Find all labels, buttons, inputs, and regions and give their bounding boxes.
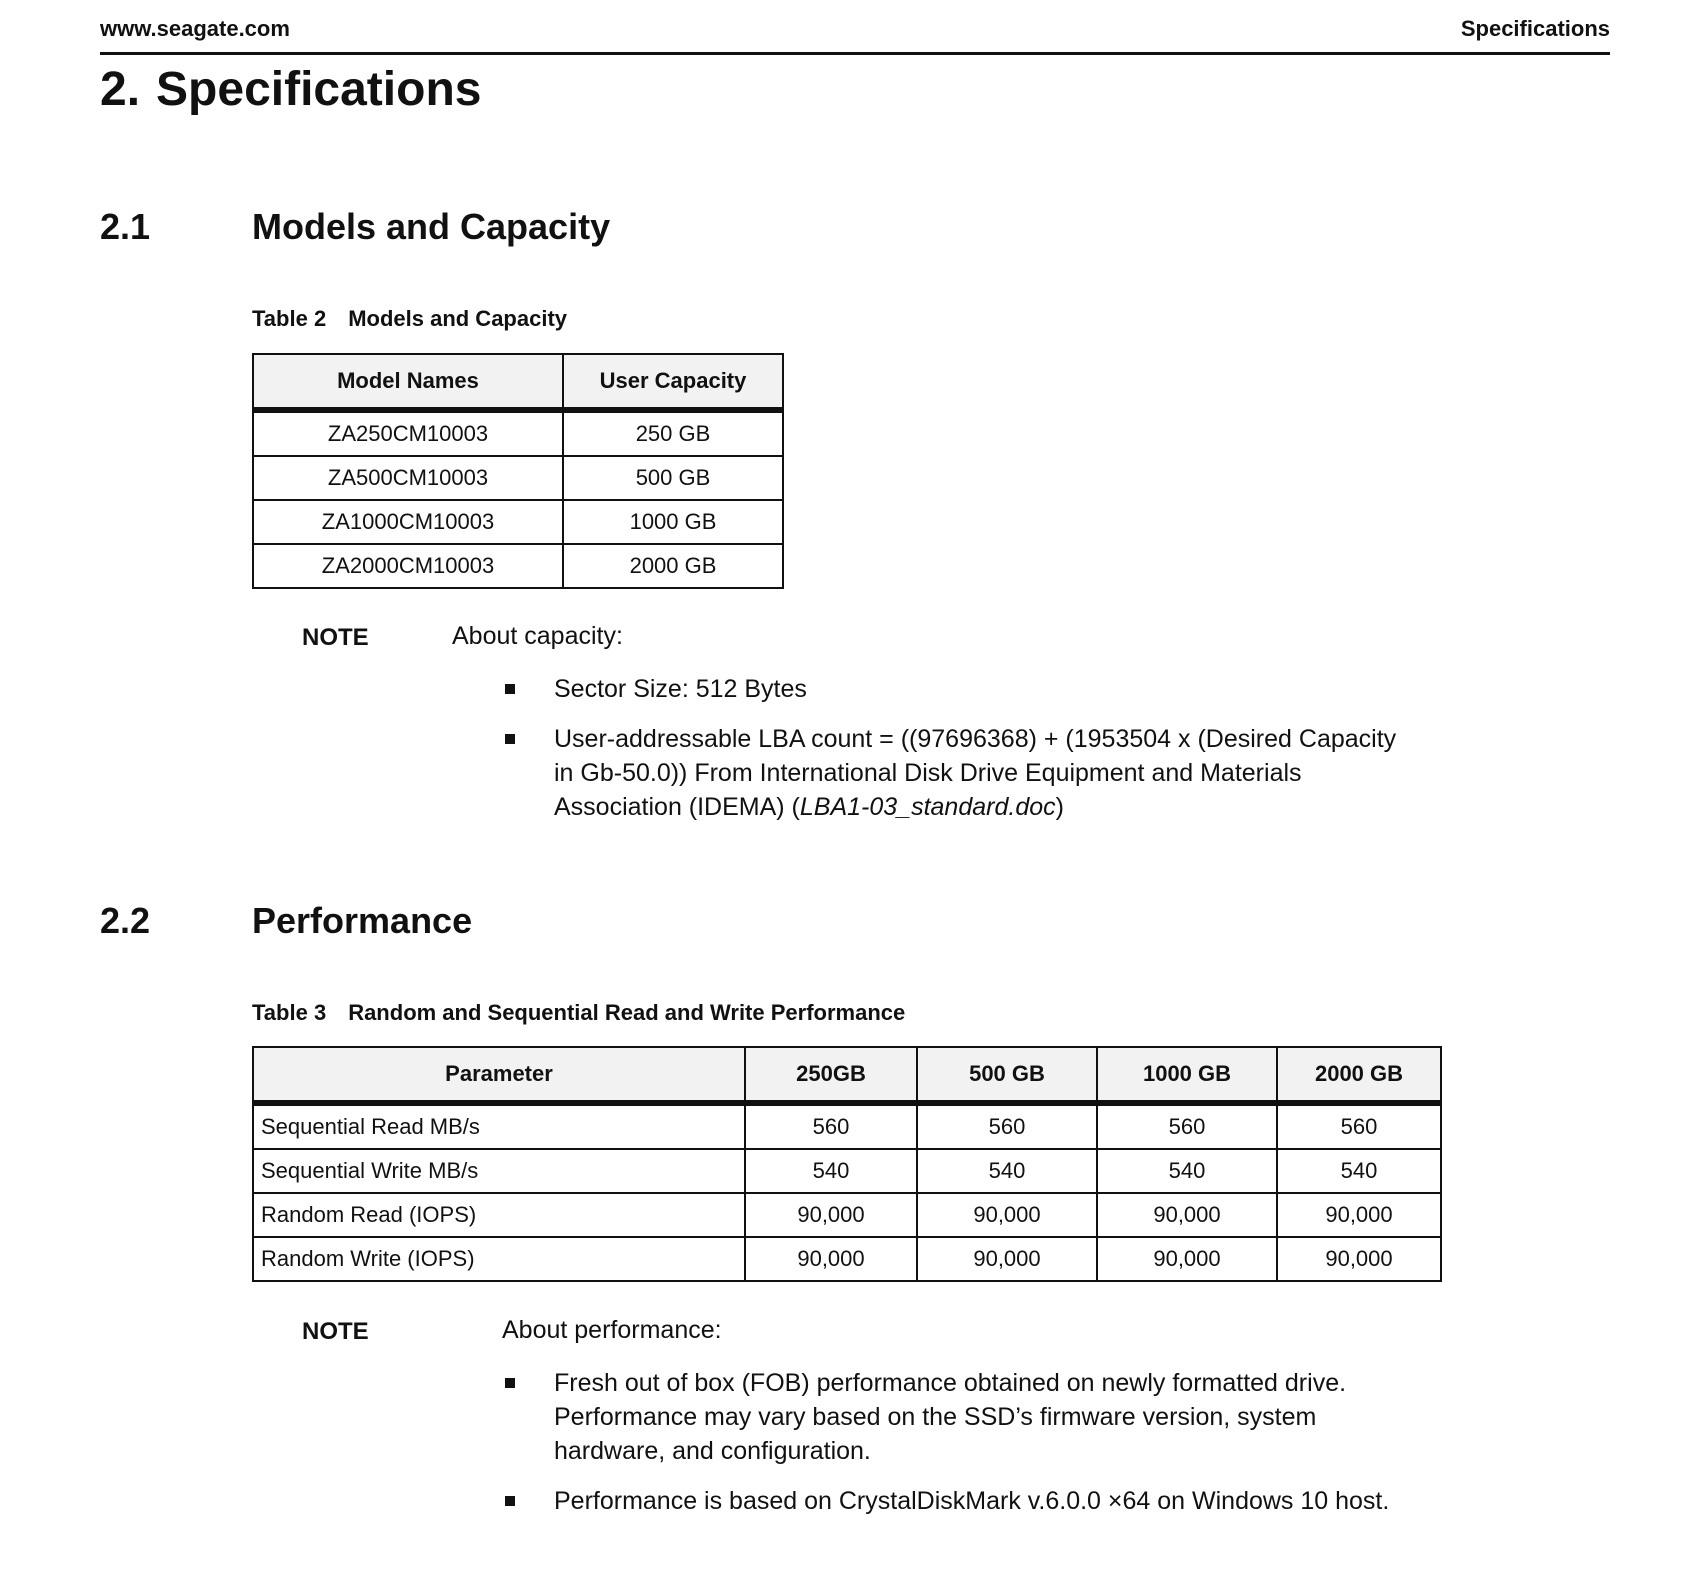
table-2-title: Models and Capacity <box>348 306 568 331</box>
value-cell: 540 <box>917 1149 1097 1193</box>
column-header-2000gb: 2000 GB <box>1277 1047 1441 1103</box>
capacity-note-list <box>502 672 1422 840</box>
performance-table <box>252 1046 1442 1282</box>
chapter-title: Specifications <box>156 63 482 116</box>
bullet-icon <box>505 1378 515 1388</box>
model-name-cell: ZA1000CM10003 <box>253 500 563 544</box>
table-row <box>253 410 783 456</box>
value-cell: 540 <box>745 1149 917 1193</box>
bullet-icon <box>505 684 515 694</box>
table-header-row <box>253 1047 1441 1103</box>
bullet-icon <box>505 734 515 744</box>
value-cell: 90,000 <box>1097 1237 1277 1281</box>
model-name-cell: ZA2000CM10003 <box>253 544 563 588</box>
section-2-2-title: Performance <box>252 900 473 941</box>
chapter-heading <box>100 62 481 117</box>
list-item <box>502 1366 1422 1468</box>
table-row <box>253 1149 1441 1193</box>
parameter-cell: Random Read (IOPS) <box>253 1193 745 1237</box>
model-name-cell: ZA500CM10003 <box>253 456 563 500</box>
list-item <box>502 722 1422 824</box>
models-capacity-table <box>252 353 784 589</box>
document-reference: LBA1-03_standard.doc <box>799 793 1056 821</box>
bullet-text: Sector Size: 512 Bytes <box>554 675 807 703</box>
bullet-text-tail: ) <box>1055 793 1064 821</box>
list-item <box>502 672 1422 706</box>
bullet-text: Performance is based on CrystalDiskMark v.6.0.0 ×64 on Windows 10 host. <box>554 1487 1390 1515</box>
capacity-cell: 2000 GB <box>563 544 783 588</box>
value-cell: 560 <box>745 1103 917 1149</box>
capacity-note-intro: About capacity: <box>452 622 623 650</box>
value-cell: 560 <box>1097 1103 1277 1149</box>
header-section-title: Specifications <box>1460 16 1610 41</box>
performance-note-intro: About performance: <box>502 1316 722 1344</box>
parameter-cell: Sequential Read MB/s <box>253 1103 745 1149</box>
parameter-cell: Sequential Write MB/s <box>253 1149 745 1193</box>
column-header-model-names: Model Names <box>253 354 563 410</box>
section-2-1-title: Models and Capacity <box>252 206 611 247</box>
value-cell: 540 <box>1277 1149 1441 1193</box>
capacity-cell: 250 GB <box>563 410 783 456</box>
capacity-cell: 500 GB <box>563 456 783 500</box>
list-item <box>502 1484 1422 1518</box>
bullet-text: Fresh out of box (FOB) performance obtained on newly formatted drive. Performance may vary based on the SSD’s firmware version, system hardware, and configuration. <box>554 1369 1347 1465</box>
table-3-title: Random and Sequential Read and Write Performance <box>348 1000 906 1025</box>
column-header-500gb: 500 GB <box>917 1047 1097 1103</box>
value-cell: 90,000 <box>745 1193 917 1237</box>
value-cell: 90,000 <box>745 1237 917 1281</box>
column-header-parameter: Parameter <box>253 1047 745 1103</box>
performance-note-list <box>502 1366 1422 1534</box>
section-2-1-number: 2.1 <box>100 206 151 247</box>
column-header-250gb: 250GB <box>745 1047 917 1103</box>
column-header-user-capacity: User Capacity <box>563 354 783 410</box>
value-cell: 90,000 <box>1097 1193 1277 1237</box>
capacity-note-label: NOTE <box>302 624 369 651</box>
chapter-number: 2. <box>100 63 141 116</box>
table-2-label: Table 2 <box>252 306 327 331</box>
value-cell: 560 <box>917 1103 1097 1149</box>
table-row <box>253 1193 1441 1237</box>
value-cell: 90,000 <box>917 1193 1097 1237</box>
value-cell: 90,000 <box>1277 1237 1441 1281</box>
section-2-2-number: 2.2 <box>100 900 151 941</box>
table-3-caption <box>252 1000 905 1026</box>
value-cell: 90,000 <box>1277 1193 1441 1237</box>
table-row <box>253 456 783 500</box>
performance-note-label: NOTE <box>302 1318 369 1345</box>
bullet-text: User-addressable LBA count = ((97696368) + (1953504 x (Desired Capacity in Gb-50.0)) From International Disk Drive Equipment and Materials Association (IDEMA) ( <box>554 725 1397 821</box>
table-2-caption <box>252 306 567 332</box>
value-cell: 540 <box>1097 1149 1277 1193</box>
parameter-cell: Random Write (IOPS) <box>253 1237 745 1281</box>
value-cell: 560 <box>1277 1103 1441 1149</box>
value-cell: 90,000 <box>917 1237 1097 1281</box>
table-row <box>253 1103 1441 1149</box>
bullet-icon <box>505 1496 515 1506</box>
table-row <box>253 500 783 544</box>
table-row <box>253 544 783 588</box>
table-row <box>253 1237 1441 1281</box>
table-header-row <box>253 354 783 410</box>
capacity-cell: 1000 GB <box>563 500 783 544</box>
header-rule <box>100 52 1610 55</box>
header-url: www.seagate.com <box>100 16 290 41</box>
table-3-label: Table 3 <box>252 1000 327 1025</box>
column-header-1000gb: 1000 GB <box>1097 1047 1277 1103</box>
model-name-cell: ZA250CM10003 <box>253 410 563 456</box>
